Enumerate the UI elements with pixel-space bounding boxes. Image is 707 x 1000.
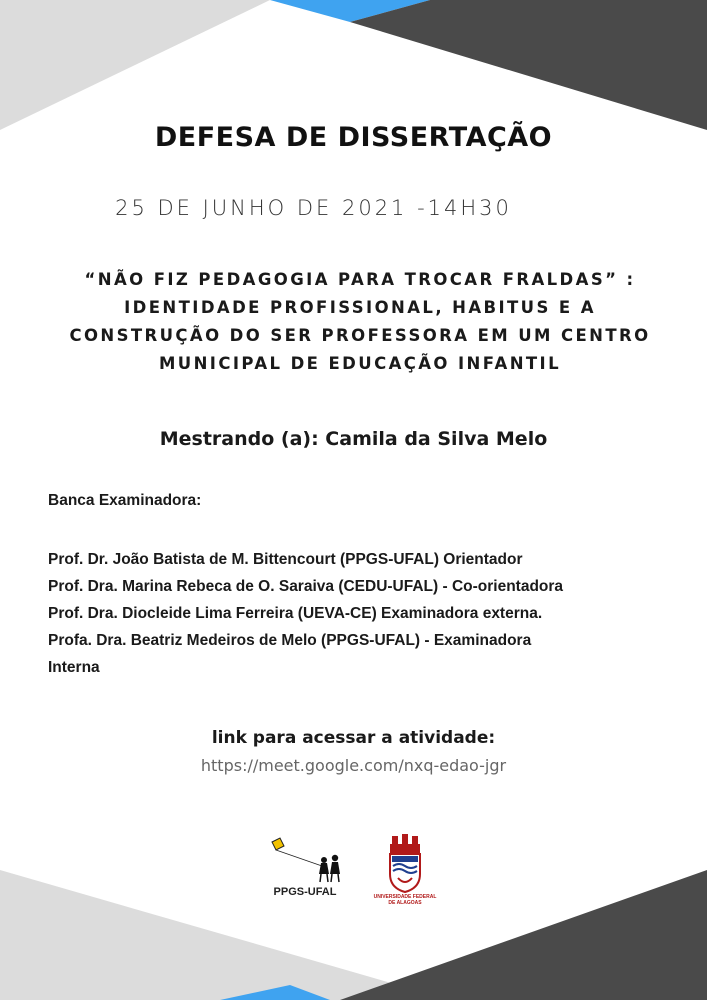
banca-member: Prof. Dr. João Batista de M. Bittencourt (PPGS-UFAL) Orientador — [48, 551, 523, 568]
banca-member: Profa. Dra. Beatriz Medeiros de Melo (PPGS-UFAL) - Examinadora — [48, 632, 532, 649]
ufal-crest-icon — [370, 832, 440, 894]
page-title: DEFESA DE DISSERTAÇÃO — [154, 122, 553, 153]
banca-member: Prof. Dra. Diocleide Lima Ferreira (UEVA-CE) Examinadora externa. — [48, 605, 543, 622]
ufal-logo-line: DE ALAGOAS — [388, 900, 422, 906]
banca-member: Interna — [48, 659, 100, 676]
banca-members — [48, 546, 688, 681]
ufal-logo-line: UNIVERSIDADE FEDERAL — [373, 894, 437, 900]
link-label: link para acessar a atividade: — [211, 728, 496, 748]
thesis-line: CONSTRUÇÃO DO SER PROFESSORA EM UM CENTRO — [69, 326, 651, 345]
ufal-logo-text — [370, 894, 440, 906]
top-right-dark-triangle — [350, 0, 707, 130]
banca-label: Banca Examinadora: — [48, 492, 202, 509]
thesis-line: IDENTIDADE PROFISSIONAL, HABITUS E A — [124, 298, 596, 317]
meeting-link[interactable]: https://meet.google.com/nxq-edao-jgr — [200, 756, 507, 775]
top-left-light-triangle — [0, 0, 270, 130]
thesis-line: “NÃO FIZ PEDAGOGIA PARA TROCAR FRALDAS” : — [84, 270, 636, 289]
kite-children-icon — [260, 834, 350, 886]
ufal-logo — [370, 832, 440, 912]
ppgs-ufal-logo — [260, 834, 350, 904]
thesis-line: MUNICIPAL DE EDUCAÇÃO INFANTIL — [158, 354, 562, 373]
thesis-title — [50, 266, 670, 378]
event-date: 25 DE JUNHO DE 2021 -14H30 — [115, 196, 512, 220]
ppgs-logo-text: PPGS-UFAL — [273, 886, 337, 898]
student-name: Mestrando (a): Camila da Silva Melo — [159, 428, 548, 450]
banca-member: Prof. Dra. Marina Rebeca de O. Saraiva (CEDU-UFAL) - Co-orientadora — [48, 578, 564, 595]
